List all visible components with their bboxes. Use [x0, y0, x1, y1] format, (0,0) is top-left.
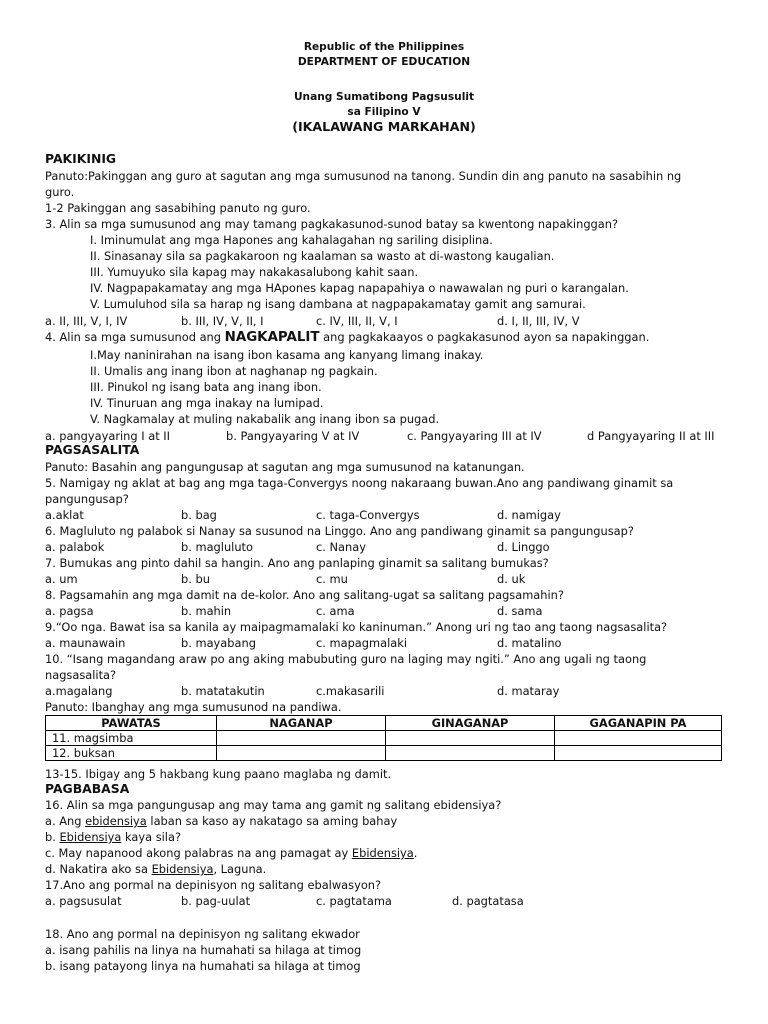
choice-a: a.magalang	[45, 684, 113, 698]
choice-c: c. ama	[316, 604, 355, 618]
table-row	[46, 746, 722, 761]
panuto-line: guro.	[45, 185, 75, 199]
choice-text: d. Nakatira ako sa	[45, 862, 152, 876]
choice-text: laban sa kaso ay nakatago sa aming bahay	[146, 814, 398, 828]
list-item: I.May naninirahan na isang ibon kasama ang kanyang limang inakay.	[90, 348, 484, 362]
list-item: III. Yumuyuko sila kapag may nakakasalubong kahit saan.	[90, 265, 419, 279]
exam-subject: sa Filipino V	[347, 106, 421, 118]
question-16: 16. Alin sa mga pangungusap ang may tama ang gamit ng salitang ebidensiya?	[45, 798, 502, 812]
choice-a	[45, 814, 397, 828]
section-heading-pagsasalita: PAGSASALITA	[45, 442, 140, 457]
choice-d	[45, 862, 266, 876]
choice-a: a. maunawain	[45, 636, 126, 650]
emphasis-word: NAGKAPALIT	[224, 330, 320, 345]
choice-a: a.aklat	[45, 508, 84, 522]
choice-b: b. mahin	[181, 604, 232, 618]
choice-d: d. pagtatasa	[452, 894, 524, 908]
choice-b: b. mayabang	[181, 636, 256, 650]
panuto-line: Panuto:Pakinggan ang guro at sagutan ang mga sumusunod na tanong. Sundin din ang panuto na sasabihin ng	[45, 169, 682, 183]
table-cell-blank[interactable]	[217, 746, 386, 761]
choice-b: b. magluluto	[181, 540, 253, 554]
panuto-line: Panuto: Basahin ang pangungusap at sagutan ang mga sumusunod na katanungan.	[45, 460, 525, 474]
question-5: pangungusap?	[45, 492, 129, 506]
list-item: II. Umalis ang inang ibon at naghanap ng pagkain.	[90, 364, 378, 378]
question-6: 6. Magluluto ng palabok si Nanay sa susunod na Linggo. Ano ang pandiwang ginamit sa pangungusap?	[45, 524, 634, 538]
choice-a: a. isang pahilis na linya na humahati sa hilaga at timog	[45, 943, 362, 957]
choice-text: a. Ang	[45, 814, 86, 828]
choice-a: a. um	[45, 572, 78, 586]
republic-line: Republic of the Philippines	[303, 41, 465, 53]
question-8: 8. Pagsamahin ang mga damit na de-kolor. Ano ang salitang-ugat sa salitang pagsamahin?	[45, 588, 564, 602]
choice-c: c. mapagmalaki	[316, 636, 408, 650]
table-header-row	[46, 716, 722, 731]
choice-text: kaya sila?	[121, 830, 181, 844]
choice-d: d. matalino	[497, 636, 562, 650]
choice-b	[45, 830, 181, 844]
choice-text: b.	[45, 830, 60, 844]
choice-text: .	[413, 846, 418, 860]
table-cell-blank[interactable]	[386, 746, 555, 761]
choice-b: b. Pangyayaring V at IV	[226, 429, 360, 443]
underlined-word: Ebidensiya	[59, 830, 122, 844]
underlined-word: Ebidensiya	[151, 862, 214, 876]
choice-c: c. mu	[316, 572, 348, 586]
question-10: nagsasalita?	[45, 668, 117, 682]
choice-b: b. pag-uulat	[181, 894, 251, 908]
choice-d: d. namigay	[497, 508, 561, 522]
choice-text: , Laguna.	[213, 862, 267, 876]
choice-d: d. sama	[497, 604, 543, 618]
question-4-text: 4. Alin sa mga sumusunod ang	[45, 330, 225, 344]
table-cell: 11. magsimba	[46, 731, 217, 746]
question-18: 18. Ano ang pormal na depinisyon ng salitang ekwador	[45, 927, 360, 941]
list-item: III. Pinukol ng isang bata ang inang ibon.	[90, 380, 322, 394]
verb-conjugation-table	[45, 715, 722, 761]
section-heading-pakikinig: PAKIKINIG	[45, 151, 117, 166]
choice-a: a. palabok	[45, 540, 105, 554]
question-17: 17.Ano ang pormal na depinisyon ng salitang ebalwasyon?	[45, 878, 382, 892]
choice-b: b. bu	[181, 572, 210, 586]
choice-b: b. isang patayong linya na humahati sa hilaga at timog	[45, 959, 361, 973]
table-header: GAGANAPIN PA	[555, 716, 722, 731]
choice-c: c. Nanay	[316, 540, 366, 554]
question-10: 10. “Isang magandang araw po ang aking mabubuting guro na laging may ngiti.” Ano ang ugali ng taong	[45, 652, 647, 666]
table-header: PAWATAS	[46, 716, 217, 731]
table-cell-blank[interactable]	[386, 731, 555, 746]
question-9: 9.“Oo nga. Bawat isa sa kanila ay maipagmamalaki ko kaninuman.” Anong uri ng tao ang taong nagsasalita?	[45, 620, 668, 634]
choice-b: b. III, IV, V, II, I	[181, 314, 264, 328]
choice-text: c. May napanood akong palabras na ang pamagat ay	[45, 846, 352, 860]
underlined-word: ebidensiya	[85, 814, 147, 828]
list-item: V. Lumuluhod sila sa harap ng isang dambana at nagpapakamatay gamit ang samurai.	[90, 297, 586, 311]
table-row	[46, 731, 722, 746]
list-item: I. Iminumulat ang mga Hapones ang kahalagahan ng sariling disiplina.	[90, 233, 493, 247]
choice-a: a. pagsusulat	[45, 894, 122, 908]
panuto-line: Panuto: Ibanghay ang mga sumusunod na pandiwa.	[45, 700, 342, 714]
question-1-2: 1-2 Pakinggan ang sasabihing panuto ng guro.	[45, 201, 311, 215]
table-cell-blank[interactable]	[555, 746, 722, 761]
table-header: NAGANAP	[217, 716, 386, 731]
choice-d: d Pangyayaring II at III	[587, 429, 715, 443]
exam-title: Unang Sumatibong Pagsusulit	[293, 91, 475, 103]
list-item: II. Sinasanay sila sa pagkakaroon ng kaalaman sa wasto at di-wastong kaugalian.	[90, 249, 555, 263]
underlined-word: Ebidensiya	[351, 846, 414, 860]
table-header: GINAGANAP	[386, 716, 555, 731]
choice-b: b. bag	[181, 508, 217, 522]
table-cell-blank[interactable]	[217, 731, 386, 746]
question-4	[45, 330, 649, 345]
choice-c	[45, 846, 417, 860]
choice-c: c.makasarili	[316, 684, 385, 698]
choice-c: c. Pangyayaring III at IV	[407, 429, 542, 443]
table-cell: 12. buksan	[46, 746, 217, 761]
choice-a: a. pangyayaring I at II	[45, 429, 171, 443]
choice-c: c. pagtatama	[316, 894, 392, 908]
department-line: DEPARTMENT OF EDUCATION	[297, 56, 471, 68]
question-7: 7. Bumukas ang pinto dahil sa hangin. Ano ang panlaping ginamit sa salitang bumukas?	[45, 556, 549, 570]
choice-b: b. matatakutin	[181, 684, 265, 698]
choice-d: d. uk	[497, 572, 526, 586]
section-heading-pagbabasa: PAGBABASA	[45, 781, 130, 796]
question-5: 5. Namigay ng aklat at bag ang mga taga-Convergys noong nakaraang buwan.Ano ang pandiwang ginamit sa	[45, 476, 674, 490]
choice-d: d. mataray	[497, 684, 560, 698]
question-13-15: 13-15. Ibigay ang 5 hakbang kung paano maglaba ng damit.	[45, 767, 392, 781]
list-item: V. Nagkamalay at muling nakabalik ang inang ibon sa pugad.	[90, 412, 440, 426]
exam-quarter: (IKALAWANG MARKAHAN)	[292, 119, 476, 134]
choice-c: c. taga-Convergys	[316, 508, 420, 522]
list-item: IV. Nagpapakamatay ang mga HApones kapag napapahiya o nawawalan ng puri o karangalan.	[90, 281, 629, 295]
choice-d: d. Linggo	[497, 540, 550, 554]
choice-d: d. I, II, III, IV, V	[497, 314, 580, 328]
choice-a: a. II, III, V, I, IV	[45, 314, 128, 328]
table-cell-blank[interactable]	[555, 731, 722, 746]
question-4-text: ang pagkakaayos o pagkakasunod ayon sa napakinggan.	[319, 330, 650, 344]
choice-c: c. IV, III, II, V, I	[316, 314, 398, 328]
choice-a: a. pagsa	[45, 604, 94, 618]
list-item: IV. Tinuruan ang mga inakay na lumipad.	[90, 396, 324, 410]
question-3: 3. Alin sa mga sumusunod ang may tamang pagkakasunod-sunod batay sa kwentong napakinggan?	[45, 217, 619, 231]
